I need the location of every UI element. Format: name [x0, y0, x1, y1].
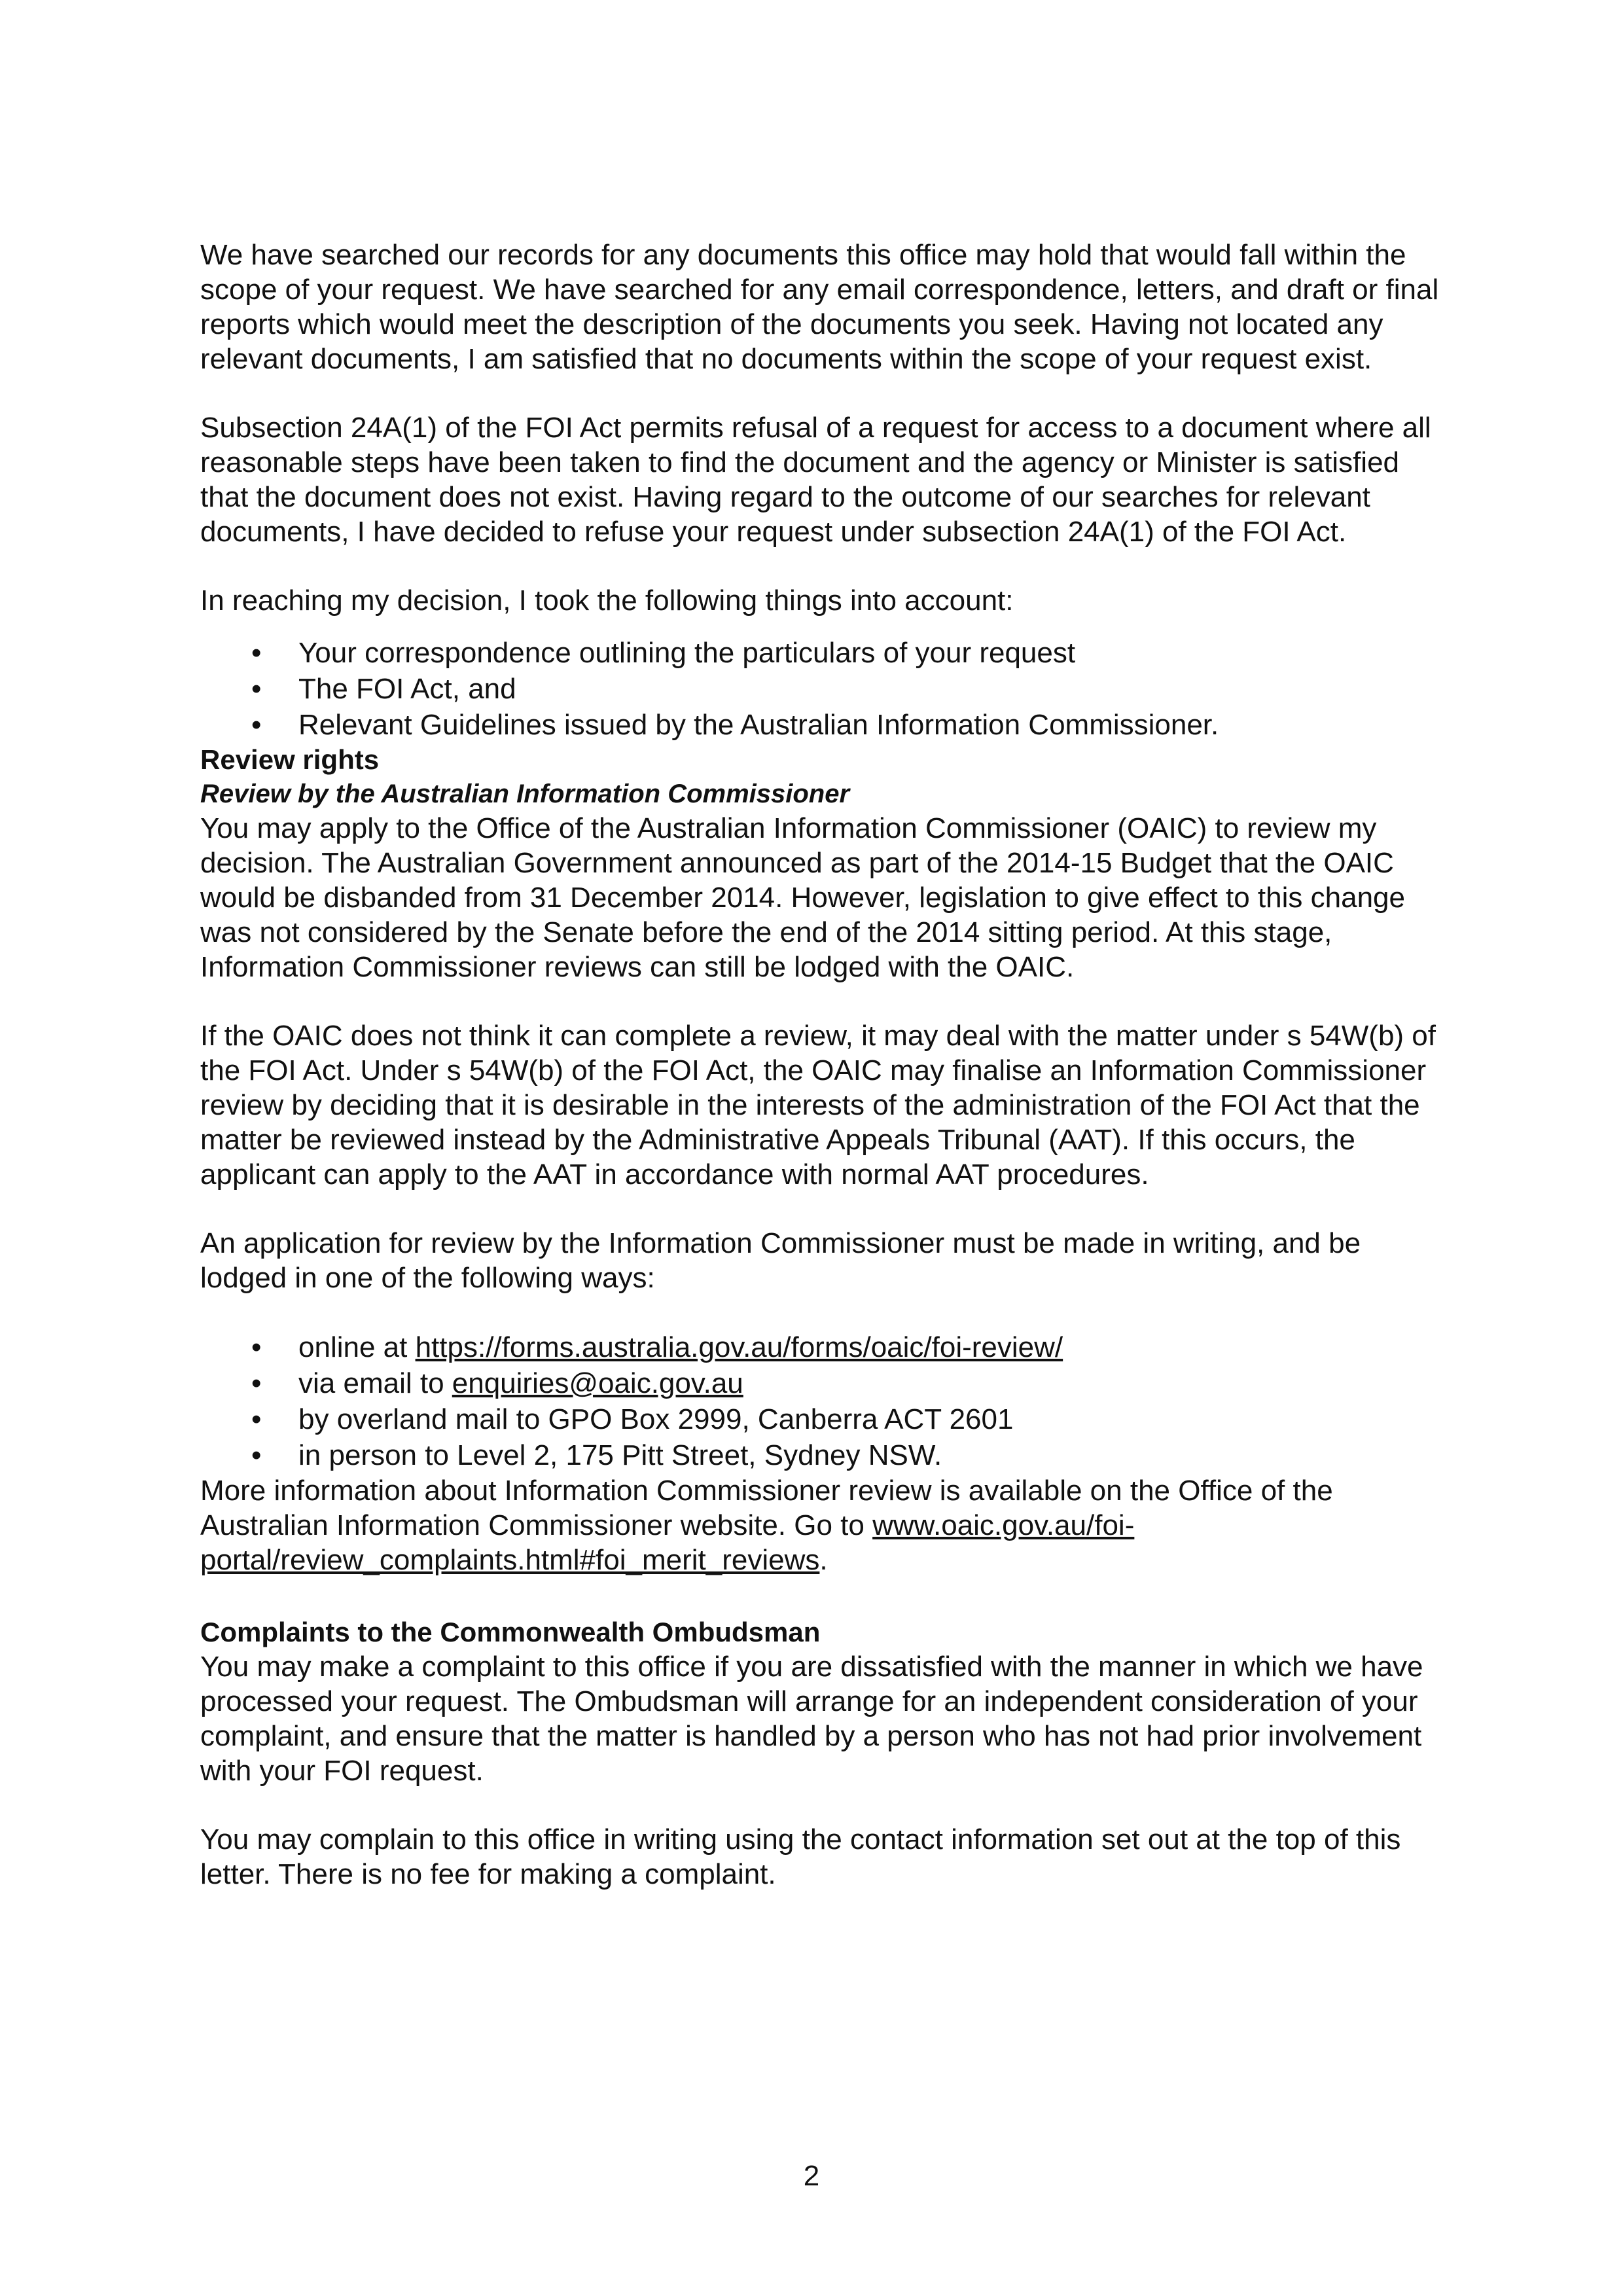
review-rights-heading: Review rights [200, 744, 380, 775]
more-info-text: More information about Information Commissioner review is available on the Office of the Australian Information Commissioner website. Go to [200, 1475, 1333, 1541]
letter-page-body [200, 238, 1444, 1892]
oaic-review-subheading: Review by the Australian Information Commissioner [200, 780, 850, 808]
oaic-aat-paragraph: If the OAIC does not think it can complete a review, it may deal with the matter under s 54W(b) of the FOI Act. Under s 54W(b) of the FOI Act, the OAIC may finalise an Information Commissioner review by deciding that it is desirable in the interests of the administration of the FOI Act that the matter be reviewed instead by the Administrative Appeals Tribunal (AAT). If this occurs, the applicant can apply to the AAT in accordance with normal AAT procedures. [200, 1020, 1436, 1191]
list-item-in-person: • in person to Level 2, 175 Pitt Street, Sydney NSW. [200, 1437, 1444, 1473]
email-prefix: via email to [298, 1367, 452, 1399]
application-methods-intro: An application for review by the Information Commissioner must be made in writing, and be lodged in one of the following ways: [200, 1227, 1361, 1294]
more-info-suffix: . [819, 1544, 828, 1576]
list-item: • Relevant Guidelines issued by the Australian Information Commissioner. [200, 707, 1444, 743]
application-methods-list [200, 1329, 1444, 1473]
considerations-intro: In reaching my decision, I took the following things into account: [200, 584, 1014, 617]
oaic-review-form-link[interactable]: https://forms.australia.gov.au/forms/oaic/foi-review/ [415, 1331, 1063, 1363]
refusal-paragraph: Subsection 24A(1) of the FOI Act permits refusal of a request for access to a document where all reasonable steps have been taken to find the document and the agency or Minister is satisfied that the document does not exist. Having regard to the outcome of our searches for relevant documents, I have decided to refuse your request under subsection 24A(1) of the FOI Act. [200, 412, 1431, 548]
oaic-apply-paragraph: You may apply to the Office of the Australian Information Commissioner (OAIC) to review my decision. The Australian Government announced as part of the 2014-15 Budget that the OAIC would be disbanded from 31 December 2014. However, legislation to give effect to this change was not considered by the Senate before the end of the 2014 sitting period. At this stage, Information Commissioner reviews can still be lodged with the OAIC. [200, 812, 1405, 983]
search-paragraph: We have searched our records for any documents this office may hold that would fall within the scope of your request. We have searched for any email correspondence, letters, and draft or final reports which would meet the description of the documents you seek. Having not located any relevant documents, I am satisfied that no documents within the scope of your request exist. [200, 239, 1439, 375]
more-information-paragraph [200, 1473, 1444, 1577]
online-prefix: online at [298, 1331, 416, 1363]
list-item-email [200, 1365, 1444, 1401]
oaic-email-link[interactable]: enquiries@oaic.gov.au [452, 1367, 743, 1399]
complaint-method-paragraph: You may complain to this office in writing using the contact information set out at the top of this letter. There is no fee for making a complaint. [200, 1823, 1401, 1890]
ombudsman-heading: Complaints to the Commonwealth Ombudsman [200, 1617, 821, 1647]
considerations-list [200, 635, 1444, 743]
ombudsman-complaint-paragraph: You may make a complaint to this office if you are dissatisfied with the manner in which we have processed your request. The Ombudsman will arrange for an independent consideration of your complaint, and ensure that the matter is handled by a person who has not had prior involvement with your FOI request. [200, 1651, 1423, 1787]
list-item: • The FOI Act, and [200, 671, 1444, 707]
page-number: 2 [803, 2160, 820, 2192]
list-item-online [200, 1329, 1444, 1365]
list-item-mail: • by overland mail to GPO Box 2999, Canberra ACT 2601 [200, 1401, 1444, 1437]
oaic-website-link[interactable]: www.oaic.gov.au/foi-portal/review_complaints.html#foi_merit_reviews [200, 1509, 1135, 1576]
list-item: • Your correspondence outlining the particulars of your request [200, 635, 1444, 671]
